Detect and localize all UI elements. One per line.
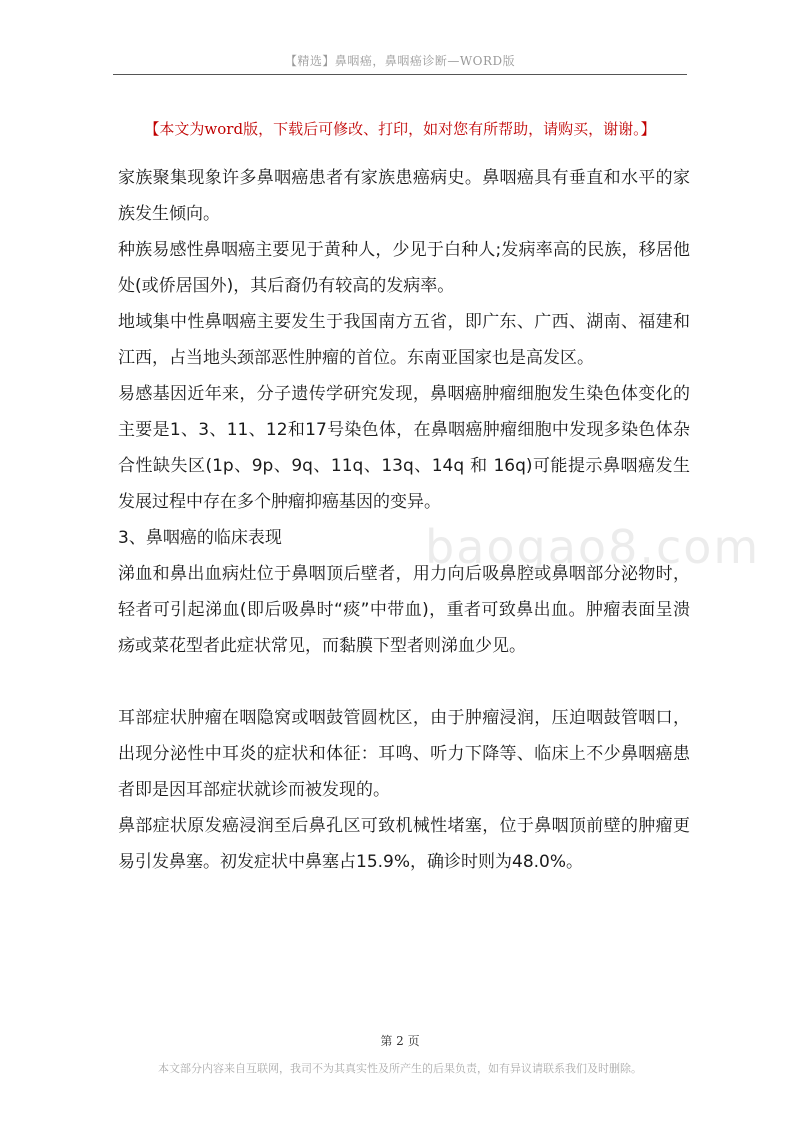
paragraph-susceptibility-genes: 易感基因近年来，分子遗传学研究发现，鼻咽癌肿瘤细胞发生染色体变化的主要是1、3、11、12和17号染色体，在鼻咽癌肿瘤细胞中发现多染色体杂合性缺失区(1p、9p、9q、11q、13q、14q 和 16q)可能提示鼻咽癌发生发展过程中存在多个肿瘤抑癌基因的变异。 [118, 384, 690, 512]
paragraph-ear-symptoms: 耳部症状肿瘤在咽隐窝或咽鼓管圆枕区，由于肿瘤浸润，压迫咽鼓管咽口，出现分泌性中耳炎的症状和体征：耳鸣、听力下降等、临床上不少鼻咽癌患者即是因耳部症状就诊而被发现的。 [118, 708, 690, 800]
section-heading-clinical: 3、鼻咽癌的临床表现 [118, 528, 282, 548]
document-body [118, 160, 690, 880]
paragraph-nasal-symptoms: 鼻部症状原发癌浸润至后鼻孔区可致机械性堵塞，位于鼻咽顶前壁的肿瘤更易引发鼻塞。初发症状中鼻塞占15.9%，确诊时则为48.0%。 [118, 816, 690, 872]
paragraph-family-clustering: 家族聚集现象许多鼻咽癌患者有家族患癌病史。鼻咽癌具有垂直和水平的家族发生倾向。 [118, 168, 690, 224]
paragraph-regional-concentration: 地域集中性鼻咽癌主要发生于我国南方五省，即广东、广西、湖南、福建和江西，占当地头颈部恶性肿瘤的首位。东南亚国家也是高发区。 [118, 312, 690, 368]
footer-disclaimer: 本文部分内容来自互联网，我司不为其真实性及所产生的后果负责，如有异议请联系我们及时删除。 [158, 1062, 642, 1075]
header-divider [113, 74, 687, 75]
paragraph-ethnic-susceptibility: 种族易感性鼻咽癌主要见于黄种人，少见于白种人;发病率高的民族，移居他处(或侨居国外)，其后裔仍有较高的发病率。 [118, 240, 690, 296]
page-number: 第 2 页 [380, 1034, 420, 1048]
document-header: 【精选】鼻咽癌，鼻咽癌诊断—WORD版 [284, 54, 516, 68]
paragraph-nasal-bleeding: 涕血和鼻出血病灶位于鼻咽顶后壁者，用力向后吸鼻腔或鼻咽部分泌物时，轻者可引起涕血(即后吸鼻时“痰”中带血)，重者可致鼻出血。肿瘤表面呈溃疡或菜花型者此症状常见，而黏膜下型者则涕血少见。 [118, 564, 690, 656]
download-notice: 【本文为word版，下载后可修改、打印，如对您有所帮助，请购买，谢谢。】 [144, 120, 656, 138]
watermark: baogao8.com [425, 520, 761, 574]
